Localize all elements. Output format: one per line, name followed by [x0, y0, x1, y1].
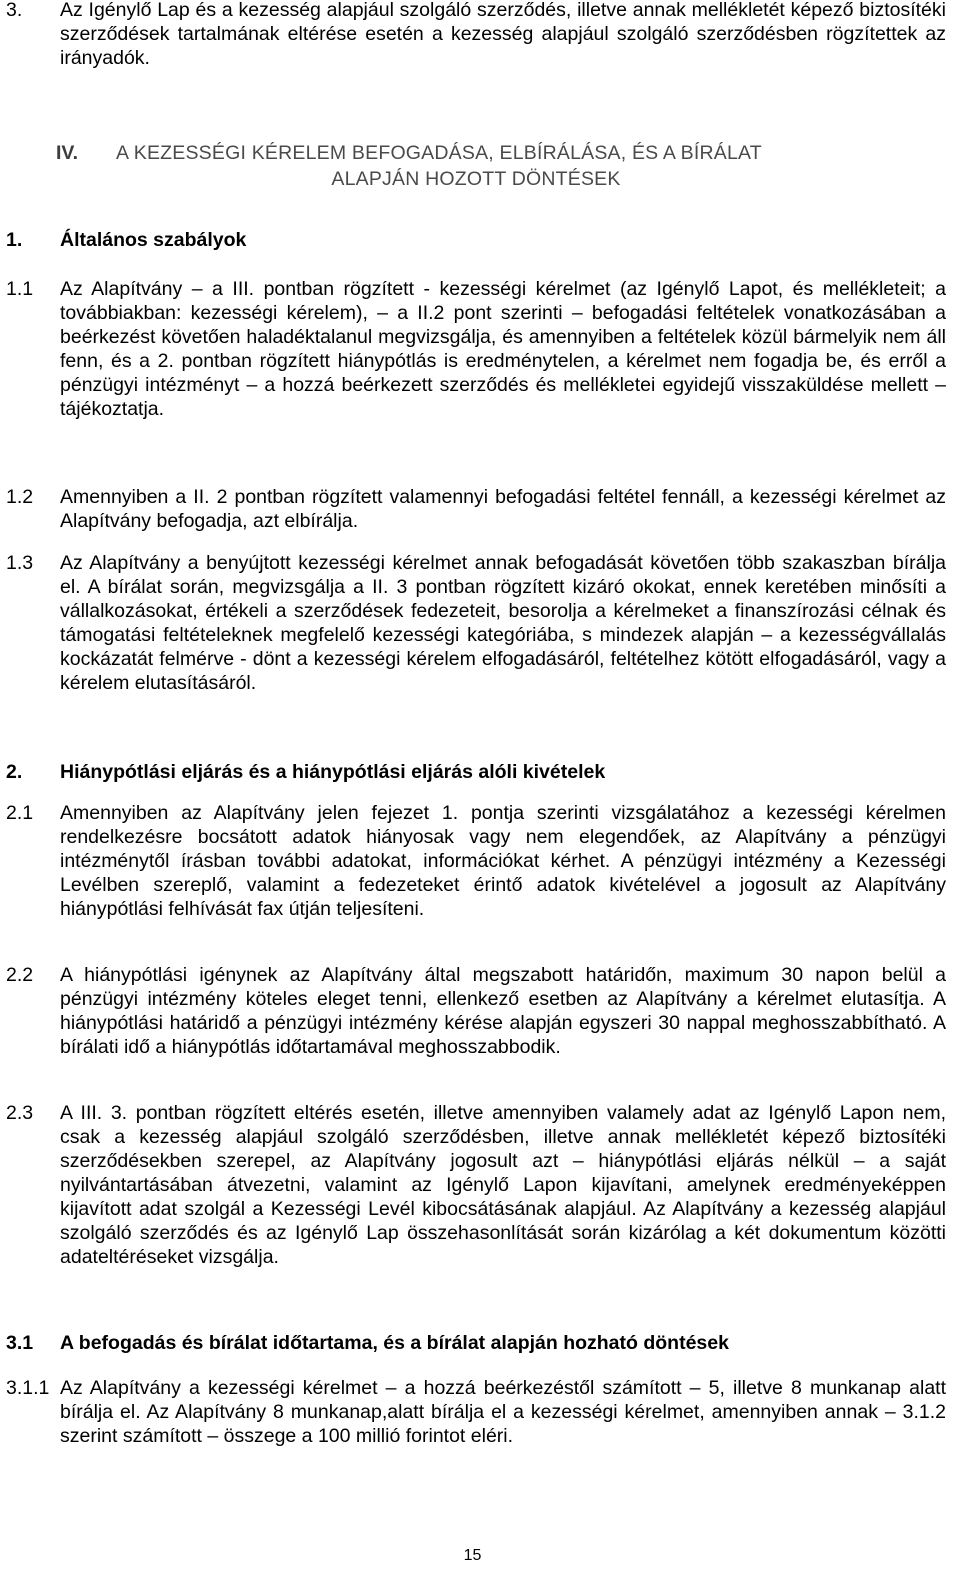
- heading-text: A befogadás és bírálat időtartama, és a bírálat alapján hozható döntések: [60, 1332, 729, 1354]
- paragraph-number: 1.2: [6, 486, 34, 508]
- heading-text: Hiánypótlási eljárás és a hiánypótlási eljárás alóli kivételek: [60, 761, 606, 783]
- paragraph-number: 3.: [6, 0, 23, 21]
- paragraph-1-3: [6, 551, 946, 695]
- paragraph-1-1: [6, 277, 946, 421]
- paragraph-text: A hiánypótlási igénynek az Alapítvány által megszabott határidőn, maximum 30 napon belül a pénzügyi intézmény köteles eleget tenni, ellenkező esetben az Alapítvány a kérelmet elutasítja. A hiánypótlási határidő a pénzügyi intézmény kérése alapján egyszeri 30 nappal meghosszabbítható. A bírálati idő a hiánypótlás időtartamával meghosszabbodik.: [60, 964, 946, 1058]
- heading-2: [6, 760, 946, 784]
- page-number: 15: [463, 1547, 482, 1564]
- paragraph-number: 3.1.1: [6, 1377, 50, 1399]
- paragraph-text: Amennyiben a II. 2 pontban rögzített valamennyi befogadási feltétel fennáll, a kezességi kérelmet az Alapítvány befogadja, azt elbírálja.: [60, 486, 946, 532]
- section-title-line-2: ALAPJÁN HOZOTT DÖNTÉSEK: [331, 168, 621, 190]
- heading-number: 3.1: [6, 1332, 34, 1354]
- paragraph-3-1-1: [6, 1376, 946, 1448]
- heading-text: Általános szabályok: [60, 229, 247, 251]
- paragraph-text: Amennyiben az Alapítvány jelen fejezet 1. pontja szerinti vizsgálatához a kezességi kérelmen rendelkezésre bocsátott adatok hiányosak vagy nem elegendőek, az Alapítvány a pénzügyi intézménytől írásban további adatokat, információkat kérhet. A pénzügyi intézmény a Kezességi Levélben szereplő, valamint a fedezeteket érintő adatok kivételével a jogosult az Alapítvány hiánypótlási felhívását fax útján teljesíteni.: [60, 802, 946, 920]
- paragraph-2-3: [6, 1101, 946, 1269]
- paragraph-text: A III. 3. pontban rögzített eltérés esetén, illetve amennyiben valamely adat az Igénylő Lapon nem, csak a kezesség alapjául szolgáló szerződésben, illetve annak mellékletét képező biztosítéki szerződésekben szerepel, az Alapítvány jogosult azt – hiánypótlási eljárás nélkül – a saját nyilvántartásában átvezetni, valamint az Igénylő Lapon kijavítani, amelynek eredményeképpen kijavított adat szolgál a Kezességi Levél kibocsátásának alapjául. Az Alapítvány a kezesség alapjául szolgáló szerződés és az Igénylő Lap összehasonlítását során kizárólag a két dokumentum közötti adateltéréseket vizsgálja.: [60, 1102, 946, 1268]
- paragraph-number: 1.3: [6, 552, 34, 574]
- heading-1: [6, 228, 946, 252]
- heading-number: 1.: [6, 229, 23, 251]
- paragraph-number: 2.1: [6, 802, 34, 824]
- paragraph-number: 1.1: [6, 278, 34, 300]
- paragraph-text: Az Alapítvány a kezességi kérelmet – a hozzá beérkezéstől számított – 5, illetve 8 munkanap alatt bírálja el. Az Alapítvány 8 munkanap,alatt bírálja el a kezességi kérelmet, amennyiben annak – 3.1.2 szerint számított – összege a 100 millió forintot eléri.: [60, 1377, 946, 1447]
- heading-number: 2.: [6, 761, 23, 783]
- section-roman-numeral: IV.: [56, 142, 79, 164]
- paragraph-text: Az Alapítvány – a III. pontban rögzített - kezességi kérelmet (az Igénylő Lapot, és mellékleteit; a továbbiakban: kezességi kérelem), – a II.2 pont szerinti – befogadási feltételek vonatkozásában a beérkezést követően haladéktalanul megvizsgálja, és amennyiben a feltételek közül bármelyik nem áll fenn, és a 2. pontban rögzített hiánypótlás is eredménytelen, a kérelmet nem fogadja be, és erről a pénzügyi intézményt – a hozzá beérkezett szerződés és mellékletei egyidejű visszaküldése mellett – tájékoztatja.: [60, 278, 946, 420]
- paragraph-number: 2.3: [6, 1102, 34, 1124]
- paragraph-2-1: [6, 801, 946, 921]
- paragraph-number: 2.2: [6, 964, 34, 986]
- paragraph-text: Az Igénylő Lap és a kezesség alapjául szolgáló szerződés, illetve annak mellékletét képező biztosítéki szerződések tartalmának eltérése esetén a kezesség alapjául szolgáló szerződésben rögzítettek az irányadók.: [60, 0, 946, 69]
- paragraph-text: Az Alapítvány a benyújtott kezességi kérelmet annak befogadását követően több szakaszban bírálja el. A bírálat során, megvizsgálja a II. 3 pontban rögzített kizáró okokat, ennek keretében minősíti a vállalkozásokat, értékeli a szerződések fedezeteit, besorolja a kérelmeket a finanszírozási célnak és támogatási feltételeknek megfelelő kezességi kategóriába, s mindezek alapján – a kezességvállalás kockázatát felmérve - dönt a kezességi kérelem elfogadásáról, feltételhez kötött elfogadásáról, vagy a kérelem elutasításáról.: [60, 552, 946, 694]
- section-title-line-1: A KEZESSÉGI KÉRELEM BEFOGADÁSA, ELBÍRÁLÁSA, ÉS A BÍRÁLAT: [116, 142, 762, 164]
- heading-3-1: [6, 1331, 946, 1355]
- paragraph-1-2: [6, 485, 946, 533]
- paragraph-2-2: [6, 963, 946, 1059]
- section-iv-heading: [56, 140, 896, 192]
- paragraph-3: [6, 0, 946, 70]
